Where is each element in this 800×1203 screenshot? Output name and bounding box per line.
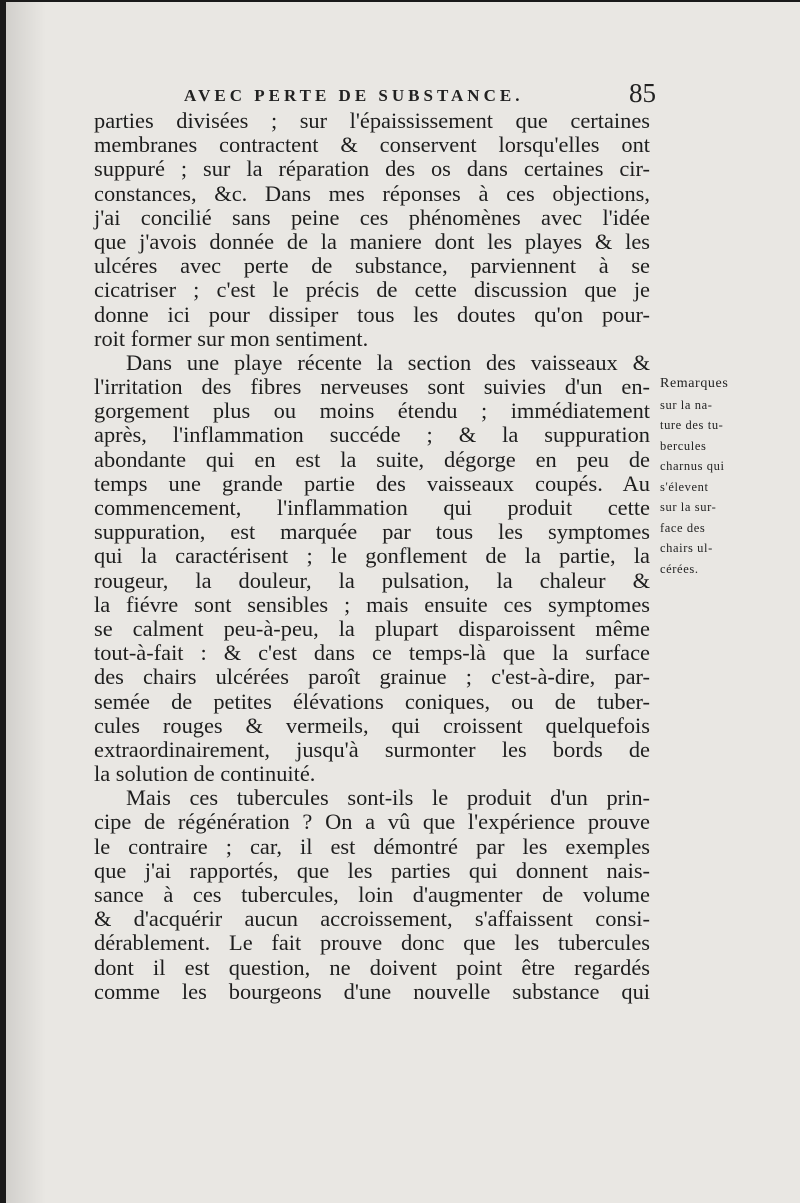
text-line: la fiévre sont sensibles ; mais ensuite ces symptomes [94, 591, 650, 617]
text-line: cules rouges & vermeils, qui croissent quelquefois [94, 712, 650, 738]
text-line: que j'avois donnée de la maniere dont les playes & les [94, 228, 650, 254]
text-line: après, l'inflammation succéde ; & la suppuration [94, 422, 650, 448]
text-line: & d'acquérir aucun accroissement, s'affaissent consi- [94, 906, 650, 932]
margin-note-line: cérées. [660, 561, 699, 576]
margin-note-line: bercules [660, 438, 707, 453]
text-line: cipe de régénération ? On a vû que l'expérience prouve [94, 809, 650, 835]
text-line: se calment peu-à-peu, la plupart disparoissent même [94, 615, 650, 641]
text-line: la solution de continuité. [94, 761, 316, 787]
margin-note-line: chairs ul- [660, 541, 713, 555]
text-line: l'irritation des fibres nerveuses sont suivies d'un en- [94, 374, 650, 400]
margin-note-line: sur la sur- [660, 500, 717, 514]
text-line: donne ici pour dissiper tous les doutes qu'on pour- [94, 301, 650, 327]
paragraph-3 [94, 786, 650, 1004]
text-line: temps une grande partie des vaisseaux coupés. Au [94, 470, 650, 496]
book-page [6, 2, 800, 1203]
page-header [176, 78, 666, 112]
page-gutter-shadow [6, 2, 46, 1203]
text-line: tout-à-fait : & c'est dans ce temps-là que la surface [94, 640, 650, 666]
text-line: que j'ai rapportés, que les parties qui donnent nais- [94, 857, 650, 883]
body-text [94, 109, 650, 1004]
running-head: AVEC PERTE DE SUBSTANCE. [184, 86, 524, 105]
text-line: gorgement plus ou moins étendu ; immédiatement [94, 398, 650, 424]
text-line: ulcéres avec perte de substance, parviennent à se [94, 253, 650, 279]
page-number: 85 [629, 78, 656, 108]
text-line: dérablement. Le fait prouve donc que les tubercules [94, 930, 650, 956]
text-line: roit former sur mon sentiment. [94, 325, 369, 351]
margin-note-line: Remarques [660, 376, 729, 391]
text-line: Mais ces tubercules sont-ils le produit d'un prin- [126, 785, 650, 811]
margin-note-line: ture des tu- [660, 418, 724, 432]
margin-note [660, 374, 772, 579]
text-line: cicatriser ; c'est le précis de cette discussion que je [94, 277, 650, 303]
text-line: commencement, l'inflammation qui produit cette [94, 495, 650, 520]
text-line: suppuration, est marquée par tous les symptomes [94, 519, 650, 545]
text-line: membranes contractent & conservent lorsqu'elles ont [94, 132, 650, 158]
text-line: parties divisées ; sur l'épaississement que certaines [94, 108, 650, 133]
text-line: sance à ces tubercules, loin d'augmenter de volume [94, 882, 650, 907]
margin-note-line: sur la na- [660, 397, 713, 412]
margin-note-line: s'élevent [660, 479, 709, 494]
text-line: rougeur, la douleur, la pulsation, la chaleur & [94, 567, 650, 593]
text-line: extraordinairement, jusqu'à surmonter les bords de [94, 736, 650, 762]
text-line: suppuré ; sur la réparation des os dans certaines cir- [94, 156, 650, 182]
text-line: dont il est question, ne doivent point être regardés [94, 954, 650, 980]
text-line: Dans une playe récente la section des vaisseaux & [126, 349, 650, 375]
text-line: qui la caractérisent ; le gonflement de la partie, la [94, 543, 650, 569]
text-line: semée de petites élévations coniques, ou de tuber- [94, 688, 650, 714]
margin-note-line: face des [660, 520, 706, 535]
text-line: abondante qui en est la suite, dégorge en peu de [94, 446, 650, 472]
paragraph-1 [94, 109, 650, 351]
margin-note-line: charnus qui [660, 459, 725, 473]
text-line: constances, &c. Dans mes réponses à ces objections, [94, 180, 650, 206]
paragraph-2 [94, 351, 650, 786]
text-line: j'ai concilié sans peine ces phénomènes avec l'idée [94, 204, 650, 230]
text-line: des chairs ulcérées paroît grainue ; c'est-à-dire, par- [94, 664, 650, 690]
text-line: le contraire ; car, il est démontré par les exemples [94, 833, 650, 859]
text-line: comme les bourgeons d'une nouvelle substance qui [94, 978, 650, 1004]
